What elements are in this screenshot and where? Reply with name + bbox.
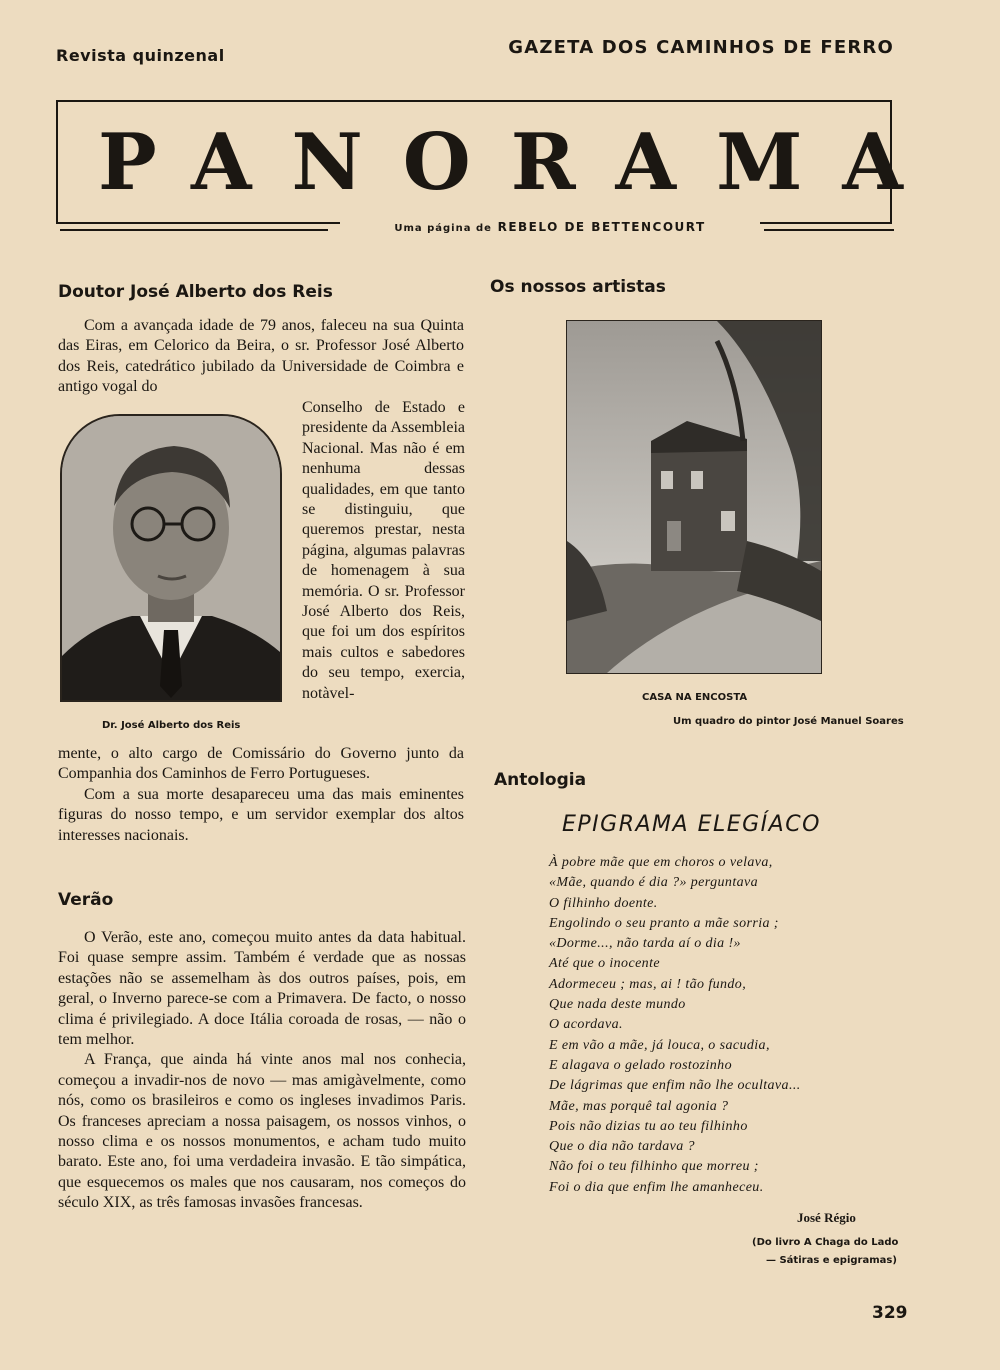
header-right: GAZETA DOS CAMINHOS DE FERRO — [508, 37, 894, 58]
article1-title: Doutor José Alberto dos Reis — [58, 282, 333, 302]
artists-title: Os nossos artistas — [490, 277, 666, 297]
header-left: Revista quinzenal — [56, 46, 225, 65]
poem-line: Não foi o teu filhinho que morreu ; — [549, 1159, 759, 1175]
poem-body — [549, 853, 801, 1198]
portrait-photo — [60, 414, 282, 702]
anthology-title: Antologia — [494, 770, 587, 790]
article1-p2: Com a sua morte desapareceu uma das mais eminentes figuras do nosso tempo, e um servidor exemplar dos altos interesses nacionais. — [58, 785, 464, 844]
article2-title: Verão — [58, 890, 114, 910]
article1-wrap — [302, 398, 465, 704]
byline — [340, 220, 760, 234]
banner-title: PANORAMA — [98, 117, 943, 208]
poem-author: José Régio — [797, 1210, 856, 1225]
poem-line: O filhinho doente. — [549, 895, 658, 911]
poem-line: À pobre mãe que em choros o velava, — [549, 855, 773, 870]
article2-p2: A França, que ainda há vinte anos mal nos conhecia, começou a invadir-nos de novo — mas amigàvelmente, como nós, como os brasileiros e como os ingleses invadimos Paris. Os franceses apreciam a nossa paisagem, os nossos vinhos, o nosso clima e os nossos monumentos, e acham tudo muito barato. Este ano, foi uma verdadeira invasão. E tão simpática, que esquecemos os males que nos causaram, nos começos do século XIX, as três famosas invasões francesas. — [58, 1051, 466, 1212]
byline-rule-left — [60, 229, 328, 231]
painting-illustration — [567, 321, 821, 673]
poem-line: Engolindo o seu pranto a mãe sorria ; — [549, 915, 779, 931]
poem-line: Mãe, mas porquê tal agonia ? — [549, 1098, 729, 1114]
article1-intro — [58, 316, 464, 398]
byline-row — [60, 218, 894, 238]
poem-line: «Mãe, quando é dia ?» perguntava — [549, 875, 759, 891]
article1-body — [58, 744, 464, 846]
painting-caption-title: CASA NA ENCOSTA — [642, 692, 748, 703]
portrait-illustration — [62, 416, 280, 702]
poem-line: Pois não dizias tu ao teu filhinho — [549, 1118, 748, 1134]
byline-author: REBELO DE BETTENCOURT — [497, 220, 706, 234]
painting-image — [566, 320, 822, 674]
poem-line: Até que o inocente — [549, 956, 660, 972]
poem-line: De lágrimas que enfim não lhe ocultava... — [549, 1078, 801, 1094]
byline-prefix: Uma página de — [394, 223, 492, 234]
article2-p1: O Verão, este ano, começou muito antes da data habitual. Foi quase sempre assim. Também é verdade que as nossas estações não se assemelham às dos outros países, pois, em geral, o Inverno parece-se com a Primavera. De facto, o nosso clima é privilegiado. A doce Itália coroada de rosas, — não o tem melhor. — [58, 929, 466, 1049]
poem-line: Que nada deste mundo — [549, 997, 686, 1013]
poem-source-line1: (Do livro A Chaga do Lado — [752, 1237, 899, 1248]
poem-line: E em vão a mãe, já louca, o sacudia, — [549, 1037, 770, 1053]
poem-line: Que o dia não tardava ? — [549, 1139, 695, 1155]
portrait-caption: Dr. José Alberto dos Reis — [102, 720, 241, 731]
poem-source-line2: — Sátiras e epigramas) — [766, 1255, 897, 1266]
byline-rule-right — [764, 229, 894, 231]
article1-intro-text: Com a avançada idade de 79 anos, faleceu na sua Quinta das Eiras, em Celorico da Beira, o sr. Professor José Alberto dos Reis, catedrático jubilado da Universidade de Coimbra e antigo vogal do — [58, 317, 464, 396]
poem-line: Adormeceu ; mas, ai ! tão fundo, — [549, 976, 747, 992]
poem-line: O acordava. — [549, 1017, 623, 1033]
article2-body — [58, 928, 466, 1214]
poem-title: EPIGRAMA ELEGÍACO — [562, 812, 821, 837]
poem-source — [752, 1234, 898, 1270]
article1-wrap-text: Conselho de Estado e presidente da Assembleia Nacional. Mas não é em nenhuma dessas qualidades, em que tanto se distinguiu, que queremos prestar, nesta página, algumas palavras de homenagem à sua memória. O sr. Professor José Alberto dos Reis, que foi um dos espíritos mais cultos e sabedores do seu tempo, exercia, notàvel- — [302, 399, 465, 702]
poem-line: «Dorme..., não tarda aí o dia !» — [549, 936, 741, 952]
poem-line: E alagava o gelado rostozinho — [549, 1057, 732, 1073]
poem-line: Foi o dia que enfim lhe amanheceu. — [549, 1179, 764, 1195]
article1-cont-text: mente, o alto cargo de Comissário do Governo junto da Companhia dos Caminhos de Ferro Portugueses. — [58, 745, 464, 783]
page-number: 329 — [872, 1303, 908, 1323]
panorama-banner — [56, 100, 943, 224]
painting-caption-sub: Um quadro do pintor José Manuel Soares — [673, 716, 904, 727]
